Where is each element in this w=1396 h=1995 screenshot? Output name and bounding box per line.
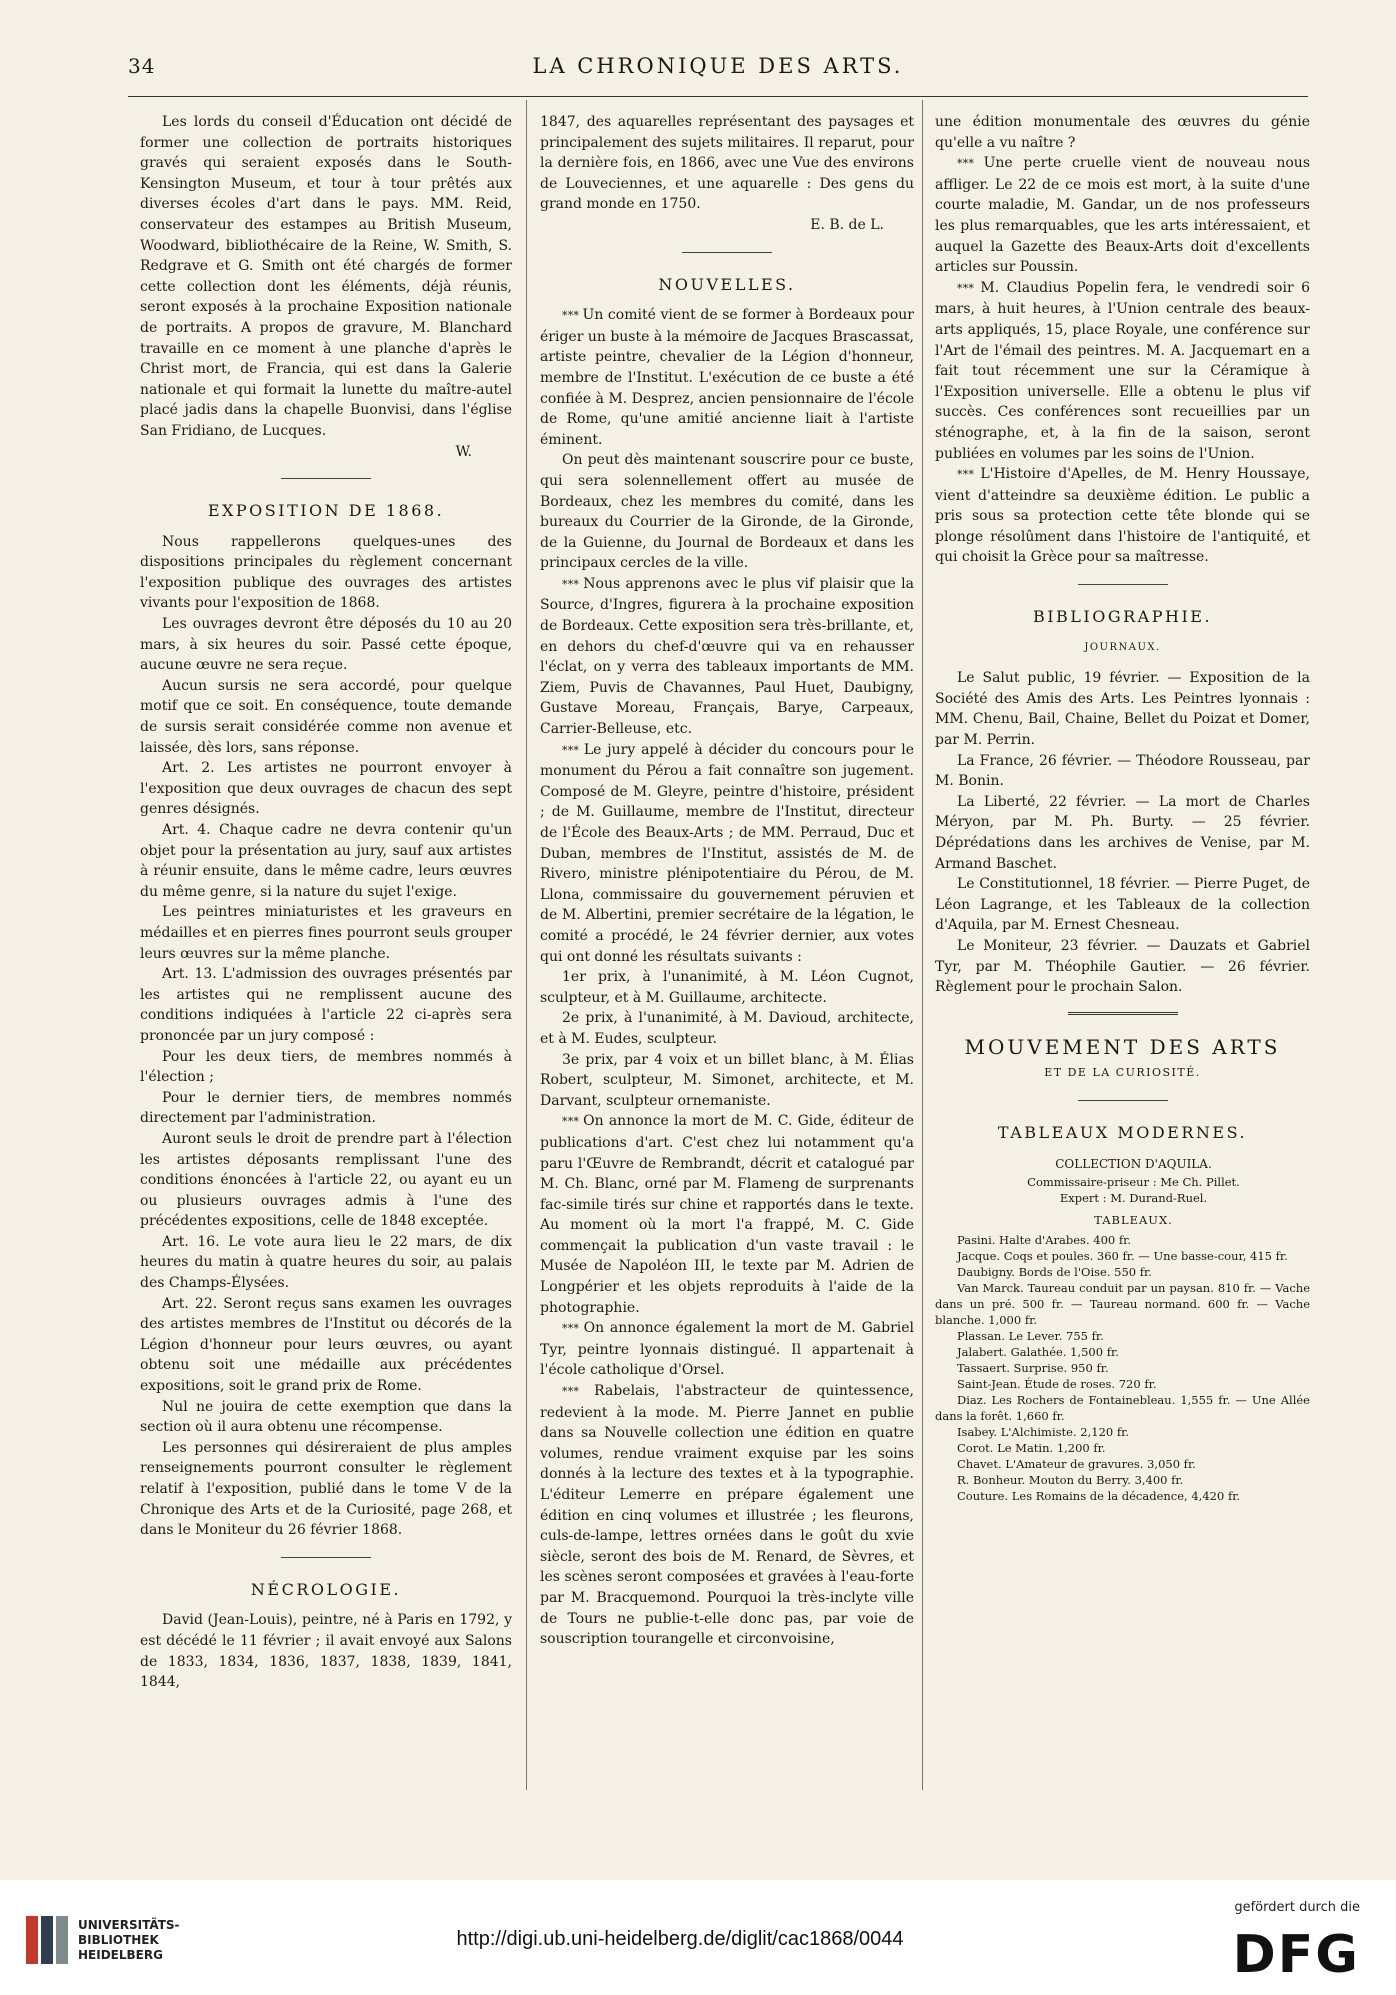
lot-item: R. Bonheur. Mouton du Berry. 3,400 fr. [957, 1473, 1184, 1488]
lot-item: Isabey. L'Alchimiste. 2,120 fr. [957, 1425, 1130, 1440]
paragraph: Les personnes qui désireraient de plus amples renseignements pourront consulter le règlement relatif à l'exposition, publié dans le tome V de la Chronique des Arts et de la Curiosité, page 268, et dans le Moniteur du 26 février 1868. [140, 1439, 512, 1539]
separator [281, 478, 371, 479]
news-item: * * * On annonce également la mort de M. Gabriel Tyr, peintre lyonnais distingué. Il appartenait à l'école catholique d'Orsel. [540, 1320, 915, 1379]
lot-item: Van Marck. Taureau conduit par un paysan. 810 fr. — Vache dans un pré. 500 fr. — Taureau normand. 600 fr. — Vache blanche. 1,000 fr. [935, 1281, 1310, 1328]
news-item: * * * On annonce la mort de M. C. Gide, éditeur de publications d'art. C'est chez lui notamment qu'a paru l'Œuvre de Rembrandt, décrit et catalogué par M. Ch. Blanc, orné par M. Flameng de surprenants fac-simile tirés sur chine et rapportés dans le texte. Au moment où la mort l'a frappé, M. C. Gide commençait la publication d'un vaste travail : le Musée de Napoléon III, le texte par M. Adrien de Longpérier et les objets reproduits à l'aide de la photographie. [540, 1113, 914, 1316]
news-item: * * * Nous apprenons avec le plus vif plaisir que la Source, d'Ingres, figurera à la prochaine exposition de Bordeaux. Cette exposition sera très-brillante, et, en dehors du chef-d'œuvre qui va en rehausser l'éclat, on y verra des tableaux importants de MM. Ziem, Puvis de Chavannes, Paul Huet, Daubigny, Gustave Moreau, Français, Barye, Carpeaux, Carrier-Belleuse, etc. [540, 575, 915, 738]
funder-text: gefördert durch die [1234, 1900, 1360, 1915]
asterism-icon: * * * [562, 1385, 578, 1399]
lot-item: Couture. Les Romains de la décadence, 4,420 fr. [957, 1489, 1241, 1504]
double-separator [1068, 1012, 1178, 1015]
lot-item: Jalabert. Galathée. 1,500 fr. [957, 1345, 1119, 1360]
paragraph: Art. 4. Chaque cadre ne devra contenir qu'un objet pour la présentation au jury, sauf aux artistes à réunir ensuite, dans le même cadre, leurs œuvres du même genre, si la nature du sujet l'exige. [140, 822, 512, 900]
lot-item: Chavet. L'Amateur de gravures. 3,050 fr. [957, 1457, 1196, 1472]
library-logo[interactable] [24, 1912, 264, 1972]
section-heading-nouvelles: NOUVELLES. [658, 274, 796, 294]
subheading-tableaux: TABLEAUX. [1094, 1213, 1173, 1228]
paragraph: 3e prix, par 4 voix et un billet blanc, à M. Élias Robert, sculpteur, M. Simonet, architecte, et M. Darvant, sculpteur ornemaniste. [540, 1051, 914, 1109]
news-item: * * * M. Claudius Popelin fera, le vendredi soir 6 mars, à huit heures, à l'Union centrale des beaux-arts appliqués, 15, place Royale, une conférence sur l'Art de l'émail des peintres. M. A. Jacquemart en a fait tout récemment une sur la Céramique à l'Exposition universelle. Elle a obtenu le plus vif succès. Ces conférences sont recueillies par un sténographe, et, à la fin de la saison, seront publiées en volumes par les soins de l'Union. [935, 279, 1310, 462]
news-item: * * * Le jury appelé à décider du concours pour le monument du Pérou a fait connaître son jugement. Composé de M. Gleyre, peintre d'histoire, président ; de M. Guillaume, membre de l'Institut, directeur de l'École des Beaux-Arts ; de MM. Perraud, Duc et Duban, membres de l'Institut, assistés de M. de Rivero, ministre plénipotentiaire du Pérou, de M. Llona, commissaire du gouvernement péruvien et de M. Albertini, premier secrétaire de la légation, le comité a procédé, le 24 février dernier, aux votes qui ont donné les résultats suivants : [540, 741, 914, 965]
bibliography-entry: La France, 26 février. — Théodore Rousseau, par M. Bonin. [935, 752, 1310, 790]
paragraph: Les peintres miniaturistes et les graveurs en médailles et en pierres fines pourront seuls grouper leurs œuvres sur la même planche. [140, 904, 512, 962]
lot-item: Daubigny. Bords de l'Oise. 550 fr. [957, 1265, 1152, 1280]
lot-item: Pasini. Halte d'Arabes. 400 fr. [957, 1233, 1132, 1248]
section-heading-bibliographie: BIBLIOGRAPHIE. [1032, 607, 1213, 627]
paragraph: Art. 2. Les artistes ne pourront envoyer à l'exposition que deux ouvrages de chacun des sept genres désignés. [140, 760, 512, 818]
asterism-icon: * * * [957, 157, 973, 171]
subheading-journaux: JOURNAUX. [1084, 641, 1161, 653]
permalink-url[interactable]: http://digi.ub.uni-heidelberg.de/diglit/cac1868/0044 [456, 1928, 904, 1950]
paragraph: Art. 13. L'admission des ouvrages présentés par les artistes qui ne remplissent aucune des conditions indiquées à l'article 22 ci-après sera prononcée par un jury composé : [140, 966, 512, 1044]
asterism-icon: * * * [957, 281, 973, 295]
header-rule [128, 96, 1308, 97]
page-number: 34 [128, 54, 156, 78]
library-name: UNIVERSITÄTS- BIBLIOTHEK HEIDELBERG [78, 1918, 180, 1962]
subheading-curiosite: ET DE LA CURIOSITÉ. [1044, 1066, 1201, 1080]
paragraph: Nous rappellerons quelques-unes des dispositions principales du règlement concernant l'exposition publique des ouvrages des artistes vivants pour l'exposition de 1868. [140, 533, 512, 612]
column-rule-1 [526, 100, 527, 1790]
paragraph: Les lords du conseil d'Éducation ont décidé de former une collection de portraits historiques gravés qui seraient exposés dans le South-Kensington Museum, et tour à tour prêtés aux diverses écoles d'art dans le pays. MM. Reid, conservateur des estampes au British Museum, Woodward, bibliothécaire de la Reine, W. Smith, S. Redgrave et G. Smith ont été chargés de former cette collection dont les éléments, déjà réunis, seront exposés à la prochaine Exposition nationale de portraits. A propos de gravure, M. Blanchard travaille en ce moment à une planche d'après le Christ mort, de Francia, qui est dans la Galerie nationale et qui formait la lunette du maître-autel placé jadis dans la chapelle Buonvisi, dans l'église San Fridiano, de Lucques. [140, 114, 512, 439]
paragraph: Nul ne jouira de cette exemption que dans la section où il aura obtenu une récompense. [140, 1398, 512, 1436]
signature-line [140, 442, 512, 463]
signature: E. B. de L. [810, 216, 884, 233]
separator [1078, 584, 1168, 585]
digitization-footer [0, 1880, 1396, 1995]
paragraph: Pour les deux tiers, de membres nommés à l'élection ; [140, 1048, 512, 1086]
paragraph: Les ouvrages devront être déposés du 10 au 20 mars, à six heures du soir. Passé cette époque, aucune œuvre ne sera reçue. [140, 616, 512, 674]
separator [682, 252, 772, 253]
paragraph: 1er prix, à l'unanimité, à M. Léon Cugnot, sculpteur, et à M. Guillaume, architecte. [540, 969, 914, 1006]
section-heading-mouvement: MOUVEMENT DES ARTS [964, 1034, 1281, 1059]
asterism-icon: * * * [562, 1322, 578, 1336]
paragraph: Aucun sursis ne sera accordé, pour quelque motif que ce soit. En conséquence, toute demande de sursis serait considérée comme non avenue et laissée, dès lors, sans réponse. [140, 677, 512, 756]
lot-item: Tassaert. Surprise. 950 fr. [957, 1361, 1109, 1376]
lot-item: Jacque. Coqs et poules. 360 fr. — Une basse-cour, 415 fr. [957, 1249, 1288, 1264]
news-item: * * * Rabelais, l'abstracteur de quintessence, redevient à la mode. M. Pierre Jannet en publie dans sa Nouvelle collection une édition en quatre volumes, rendue vraiment exquise par les soins donnés à la lecture des textes et à la typographie. L'éditeur Lemerre en prépare également une édition en cinq volumes et illustrée ; les fleurons, culs-de-lampe, lettres ornées dans le goût du xvie siècle, seront des bois de M. Renard, de Sèvres, et les scènes seront composées et gravées à l'eau-forte par M. Bracquemond. Pourquoi la très-inclyte ville de Tours ne publie-t-elle donc pas, par voie de souscription tourangelle et circonvoisine, [540, 1383, 914, 1648]
lot-item: Plassan. Le Lever. 755 fr. [957, 1329, 1104, 1344]
paragraph: Pour le dernier tiers, de membres nommés directement par l'administration. [140, 1089, 512, 1127]
lot-list [935, 1232, 1310, 1504]
auctioneer: Commissaire-priseur : Me Ch. Pillet. [1027, 1175, 1240, 1190]
column-rule-2 [922, 100, 923, 1790]
dfg-logo[interactable]: DFG [1232, 1925, 1360, 1985]
library-seal-icon [24, 1914, 70, 1966]
paragraph: Art. 16. Le vote aura lieu le 22 mars, de dix heures du matin à quatre heures du soir, au palais des Champs-Élysées. [140, 1233, 512, 1292]
lot-item: Corot. Le Matin. 1,200 fr. [957, 1441, 1106, 1456]
news-item: * * * L'Histoire d'Apelles, de M. Henry Houssaye, vient d'atteindre sa deuxième édition. Le public a pris sous sa protection cette tête blonde qui se plonge résolûment dans l'histoire de l'antiquité, et qui choisit la Grèce pour sa maîtresse. [935, 466, 1311, 566]
bibliography-entry: Le Constitutionnel, 18 février. — Pierre Puget, de Léon Lagrange, et les Tableaux de la collection d'Aquila, par M. Ernest Chesneau. [935, 876, 1310, 934]
asterism-icon: * * * [562, 577, 578, 591]
section-heading-tableaux: TABLEAUX MODERNES. [997, 1122, 1248, 1142]
news-item: * * * Une perte cruelle vient de nouveau nous affliger. Le 22 de ce mois est mort, à la suite d'une courte maladie, M. Gandar, un de nos professeurs les plus remarquables, que les arts intéressaient, et auquel la Gazette des Beaux-Arts doit d'excellents articles sur Poussin. [935, 155, 1310, 276]
paragraph: On peut dès maintenant souscrire pour ce buste, qui sera solennellement offert au musée de Bordeaux, chez les membres du comité, dans les bureaux du Courrier de la Gironde, de la Gironde, de la Guienne, du Journal de Bordeaux et dans les principaux cercles de la ville. [540, 452, 914, 572]
running-title: LA CHRONIQUE DES ARTS. [532, 54, 904, 78]
paragraph: une édition monumentale des œuvres du génie qu'elle a vu naître ? [935, 114, 1310, 151]
asterism-icon: * * * [957, 468, 973, 482]
bibliography-entry: Le Salut public, 19 février. — Exposition de la Société des Amis des Arts. Les Peintres lyonnais : MM. Chenu, Bail, Chaine, Bellet du Poizat et Domer, par M. Perrin. [935, 670, 1310, 749]
separator [281, 1557, 371, 1558]
news-item: * * * Un comité vient de se former à Bordeaux pour ériger un buste à la mémoire de Jacques Brascassat, artiste peintre, chevalier de la Légion d'honneur, membre de l'Institut. L'exécution de ce buste a été confiée à M. Desprez, ancien pensionnaire de l'école de Rome, qu'une amitié ancienne liait à l'artiste éminent. [540, 307, 915, 448]
paragraph: 1847, des aquarelles représentant des paysages et principalement des sujets militaires. Il reparut, pour la dernière fois, en 1866, avec une Vue des environs de Louveciennes, et une aquarelle : Des gens du grand monde en 1750. [540, 114, 914, 213]
column-3 [935, 112, 1310, 1504]
expert: Expert : M. Durand-Ruel. [1059, 1191, 1208, 1206]
collection-title: COLLECTION D'AQUILA. [1055, 1156, 1212, 1171]
section-heading-necrologie: NÉCROLOGIE. [250, 1579, 402, 1599]
column-2 [540, 112, 914, 1650]
bibliography-entry: Le Moniteur, 23 février. — Dauzats et Gabriel Tyr, par M. Théophile Gautier. — 26 février. Règlement pour le prochain Salon. [935, 937, 1310, 996]
lot-item: Diaz. Les Rochers de Fontainebleau. 1,555 fr. — Une Allée dans la forêt. 1,660 fr. [935, 1393, 1310, 1424]
page-header [128, 52, 1308, 92]
funder-block [1233, 1900, 1360, 1985]
paragraph: Auront seuls le droit de prendre part à l'élection les artistes déposants remplissant l'une des conditions énoncées à l'article 22, ou ayant eu un ou plusieurs ouvrages admis à l'une des précédentes expositions, celle de 1848 exceptée. [140, 1130, 512, 1230]
section-heading-exposition: EXPOSITION DE 1868. [207, 501, 445, 521]
signature: W. [455, 443, 472, 460]
paragraph: 2e prix, à l'unanimité, à M. Davioud, architecte, et à M. Eudes, sculpteur. [540, 1010, 914, 1047]
bibliography-entry: La Liberté, 22 février. — La mort de Charles Méryon, par M. Ph. Burty. — 25 février. Déprédations dans les archives de Venise, par M. Armand Baschet. [935, 793, 1310, 872]
paragraph: David (Jean-Louis), peintre, né à Paris en 1792, y est décédé le 11 février ; il avait envoyé aux Salons de 1833, 1834, 1836, 1837, 1838, 1839, 1841, 1844, [140, 1612, 512, 1691]
asterism-icon: * * * [562, 309, 578, 323]
paragraph: Art. 22. Seront reçus sans examen les ouvrages des artistes membres de l'Institut ou décorés de la Légion d'honneur pour leurs œuvres, ou ayant obtenu soit une médaille aux précédentes expositions, soit le grand prix de Rome. [140, 1295, 512, 1395]
asterism-icon: * * * [562, 743, 578, 757]
asterism-icon: * * * [562, 1115, 578, 1129]
lot-item: Saint-Jean. Étude de roses. 720 fr. [957, 1377, 1157, 1392]
separator [1078, 1100, 1168, 1101]
column-1 [140, 112, 512, 1693]
